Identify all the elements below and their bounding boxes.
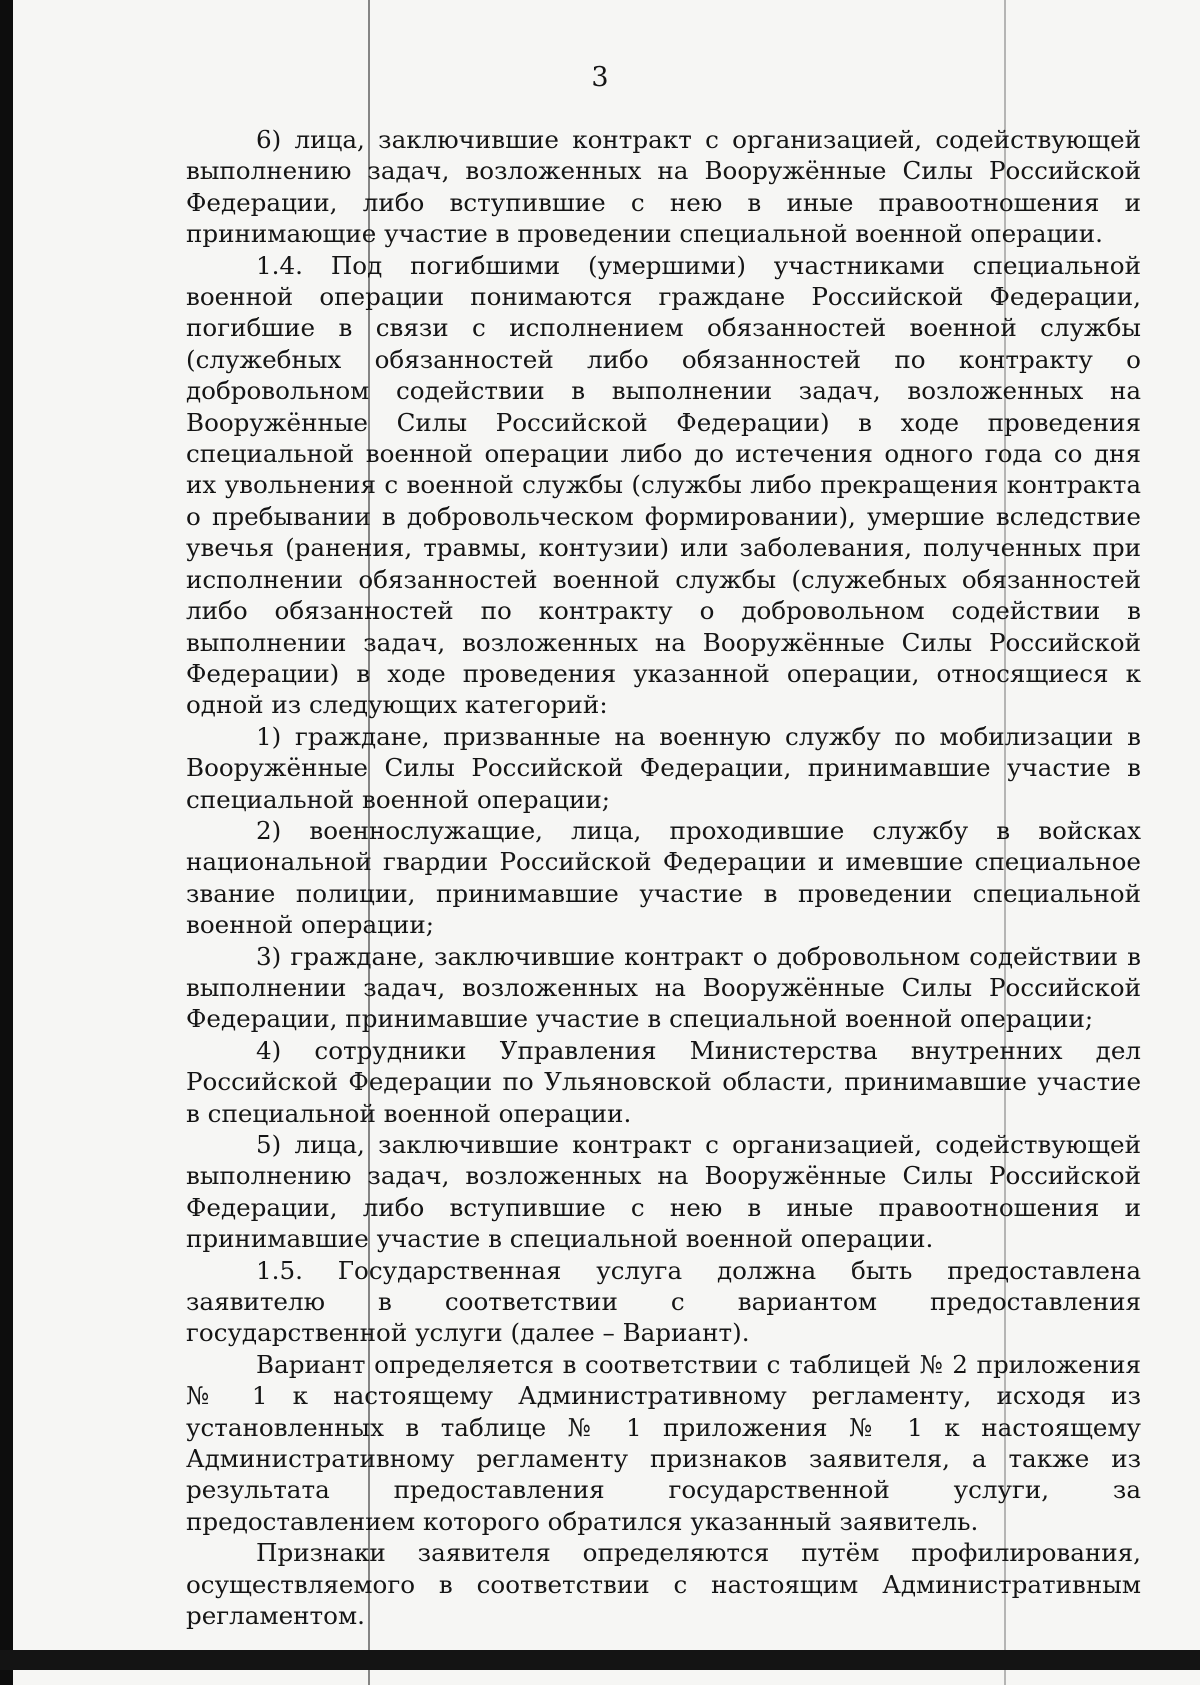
paragraph-applicant-features: Признаки заявителя определяются путём профилирования, осуществляемого в соответствии с настоящим Административным регламентом. — [186, 1538, 1141, 1631]
paragraph-category-5: 5) лица, заключившие контракт с организацией, содействующей выполнению задач, возложенных на Вооружённые Силы Российской Федерации, либо вступившие с нею в иные правоотношения и принимавшие участие в специальной военной операции. — [186, 1130, 1141, 1254]
scan-left-edge — [0, 0, 13, 1685]
document-body — [186, 124, 1141, 1632]
paragraph-category-3: 3) граждане, заключившие контракт о добровольном содействии в выполнении задач, возложенных на Вооружённые Силы Российской Федерации, принимавшие участие в специальной военной операции; — [186, 941, 1141, 1034]
paragraph-category-2: 2) военнослужащие, лица, проходившие службу в войсках национальной гвардии Российской Федерации и имевшие специальное звание полиции, принимавшие участие в проведении специальной военной операции; — [186, 815, 1141, 940]
paragraph-section-1-4: 1.4. Под погибшими (умершими) участниками специальной военной операции понимаются граждане Российской Федерации, погибшие в связи с исполнением обязанностей военной службы (служебных обязанностей либо обязанностей по контракту о добровольном содействии в выполнении задач, возложенных на Вооружённые Силы Российской Федерации) в ходе проведения специальной военной операции либо до истечения одного года со дня их увольнения с военной службы (службы либо прекращения контракта о пребывании в добровольческом формировании), умершие вследствие увечья (ранения, травмы, контузии) или заболевания, полученных при исполнении обязанностей военной службы (служебных обязанностей либо обязанностей по контракту о добровольном содействии в выполнении задач, возложенных на Вооружённые Силы Российской Федерации) в ходе проведения указанной операции, относящиеся к одной из следующих категорий: — [186, 250, 1141, 720]
scan-bottom-edge — [0, 1650, 1200, 1670]
paragraph-category-1: 1) граждане, призванные на военную службу по мобилизации в Вооружённые Силы Российской Федерации, принимавшие участие в специальной военной операции; — [186, 721, 1141, 814]
paragraph-section-1-5: 1.5. Государственная услуга должна быть предоставлена заявителю в соответствии с вариантом предоставления государственной услуги (далее – Вариант). — [186, 1255, 1141, 1348]
page-number: 3 — [591, 62, 609, 93]
paragraph-variant: Вариант определяется в соответствии с таблицей № 2 приложения № 1 к настоящему Административному регламенту, исходя из установленных в таблице № 1 приложения № 1 к настоящему Административному регламенту признаков заявителя, а также из результата предоставления государственной услуги, за предоставлением которого обратился указанный заявитель. — [186, 1349, 1141, 1536]
paragraph-item-6: 6) лица, заключившие контракт с организацией, содействующей выполнению задач, возложенных на Вооружённые Силы Российской Федерации, либо вступившие с нею в иные правоотношения и принимающие участие в проведении специальной военной операции. — [186, 125, 1141, 249]
paragraph-category-4: 4) сотрудники Управления Министерства внутренних дел Российской Федерации по Ульяновской области, принимавшие участие в специальной военной операции. — [186, 1035, 1141, 1128]
